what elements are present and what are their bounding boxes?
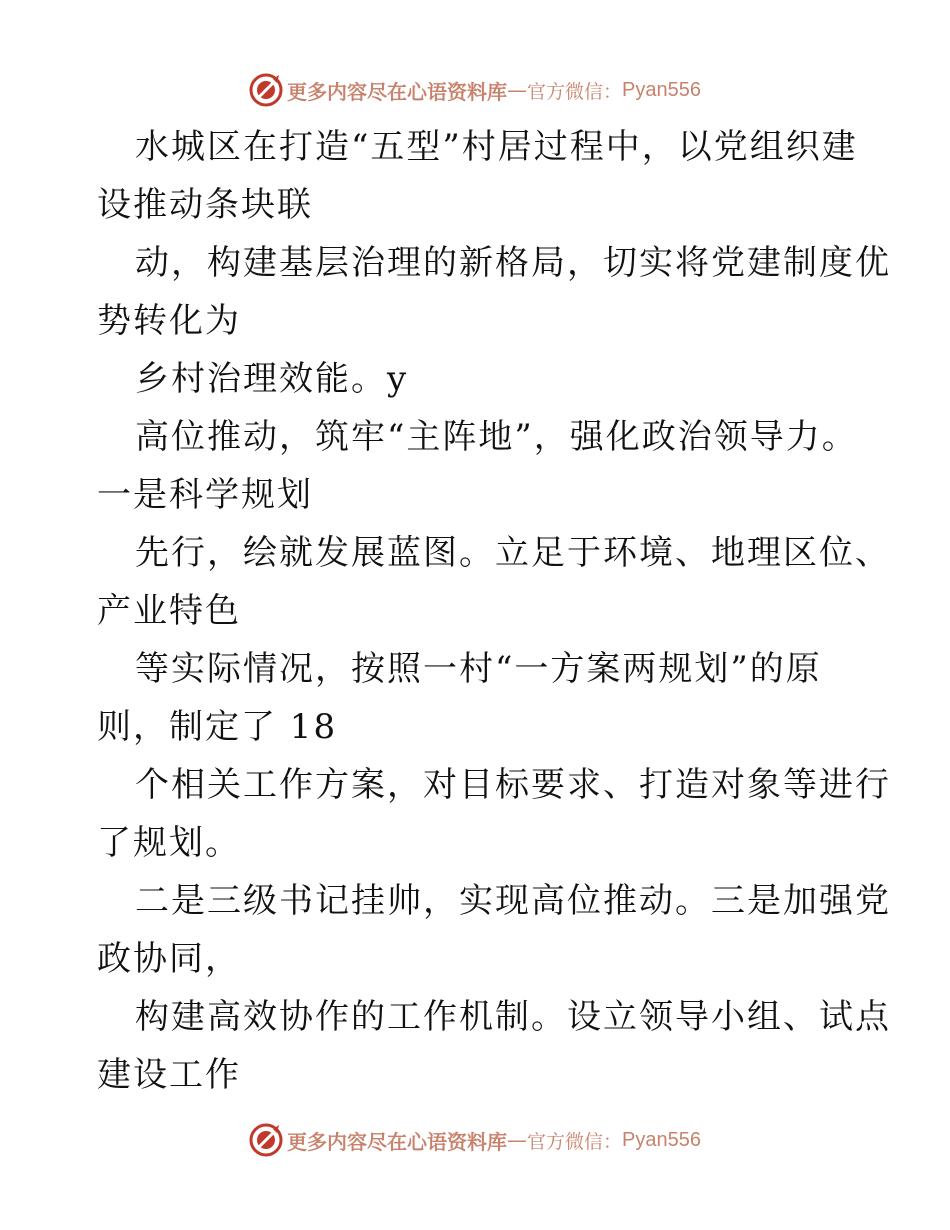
banner-dash: — (507, 78, 527, 102)
banner-wechat-id: Pyan556 (622, 78, 701, 101)
brand-logo-icon (249, 73, 283, 107)
body-line: 了规划。 (97, 823, 241, 863)
body-line: 设推动条块联 (97, 185, 313, 225)
body-line: 动，构建基层治理的新格局，切实将党建制度优 (135, 243, 891, 283)
body-line: 势转化为 (97, 301, 241, 341)
body-line: 建设工作 (97, 1055, 241, 1095)
header-banner (0, 70, 950, 110)
body-line: 乡村治理效能。y (135, 359, 409, 399)
body-line: 政协同， (97, 939, 241, 979)
banner-wechat-id: Pyan556 (622, 1128, 701, 1151)
brand-logo-icon (249, 1123, 283, 1157)
banner-wechat-label: 官方微信： (527, 1130, 623, 1153)
body-line: 构建高效协作的工作机制。设立领导小组、试点 (135, 997, 891, 1037)
body-line: 等实际情况，按照一村“一方案两规划”的原 (135, 649, 822, 689)
body-line: 个相关工作方案，对目标要求、打造对象等进行 (135, 765, 891, 805)
banner-wechat-label: 官方微信： (527, 80, 623, 103)
body-line: 一是科学规划 (97, 475, 313, 515)
banner-brand-text: 更多内容尽在心语资料库 (287, 1129, 507, 1154)
banner-brand-text: 更多内容尽在心语资料库 (287, 79, 507, 104)
body-line: 水城区在打造“五型”村居过程中，以党组织建 (135, 127, 858, 167)
banner-dash: — (507, 1128, 527, 1152)
body-line: 产业特色 (97, 591, 241, 631)
body-line: 则，制定了 18 (97, 707, 338, 747)
body-line: 高位推动，筑牢“主阵地”，强化政治领导力。 (135, 417, 858, 457)
document-body (97, 118, 891, 1104)
body-line: 先行，绘就发展蓝图。立足于环境、地理区位、 (135, 533, 891, 573)
body-line: 二是三级书记挂帅，实现高位推动。三是加强党 (135, 881, 891, 921)
footer-banner (0, 1120, 950, 1160)
